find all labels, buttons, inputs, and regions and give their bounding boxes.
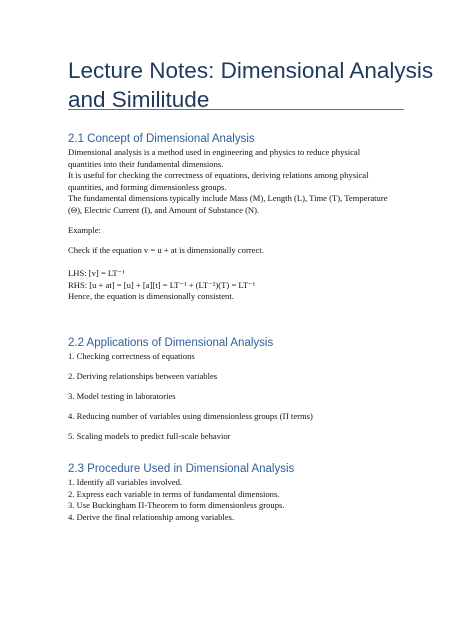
paragraph-line: quantities into their fundamental dimensions.	[68, 158, 224, 169]
document-title	[68, 56, 434, 114]
paragraph-line: The fundamental dimensions typically include Mass (M), Length (L), Time (T), Temperature	[68, 193, 388, 203]
list-item: 1. Checking correctness of equations	[68, 351, 195, 361]
paragraph-line: (Θ), Electric Current (I), and Amount of Substance (N).	[68, 204, 260, 215]
section-heading-2-2: 2.2 Applications of Dimensional Analysis	[68, 337, 274, 349]
list-item: 4. Derive the final relationship among variables.	[68, 511, 235, 522]
list-item: 1. Identify all variables involved.	[68, 477, 183, 487]
title-line-2: and Similitude	[68, 87, 210, 112]
procedure-list	[68, 477, 413, 523]
list-item: 2. Express each variable in terms of fundamental dimensions.	[68, 488, 280, 499]
rhs-line: RHS: [u + at] = [u] + [a][t] = LT⁻¹ + (LT⁻²)(T) = LT⁻¹	[68, 279, 256, 290]
list-item: 3. Use Buckingham Π-Theorem to form dimensionless groups.	[68, 500, 285, 510]
title-line-1: Lecture Notes: Dimensional Analysis	[68, 58, 434, 83]
example-label-text: Example:	[68, 225, 101, 235]
lhs-line: LHS: [v] = LT⁻¹	[68, 268, 125, 278]
section-heading-2-1: 2.1 Concept of Dimensional Analysis	[68, 133, 255, 145]
example-derivation	[68, 268, 413, 303]
list-item: 3. Model testing in laboratories	[68, 391, 176, 401]
example-label	[68, 225, 413, 237]
section-heading-2-3: 2.3 Procedure Used in Dimensional Analysis	[68, 463, 295, 475]
example-check-text: Check if the equation v = u + at is dimensionally correct.	[68, 245, 264, 255]
paragraph-line: It is useful for checking the correctness of equations, deriving relations among physical	[68, 170, 369, 180]
conclusion-line: Hence, the equation is dimensionally consistent.	[68, 291, 234, 301]
example-check-line	[68, 245, 413, 257]
paragraph-line: quantities, and forming dimensionless groups.	[68, 181, 227, 192]
paragraph-line: Dimensional analysis is a method used in engineering and physics to reduce physical	[68, 147, 361, 157]
list-item: 5. Scaling models to predict full-scale behavior	[68, 431, 231, 441]
applications-list	[68, 351, 413, 443]
list-item: 4. Reducing number of variables using dimensionless groups (Π terms)	[68, 411, 313, 421]
title-divider	[68, 109, 404, 110]
list-item: 2. Deriving relationships between variables	[68, 371, 218, 381]
section-2-1-paragraph	[68, 147, 413, 216]
